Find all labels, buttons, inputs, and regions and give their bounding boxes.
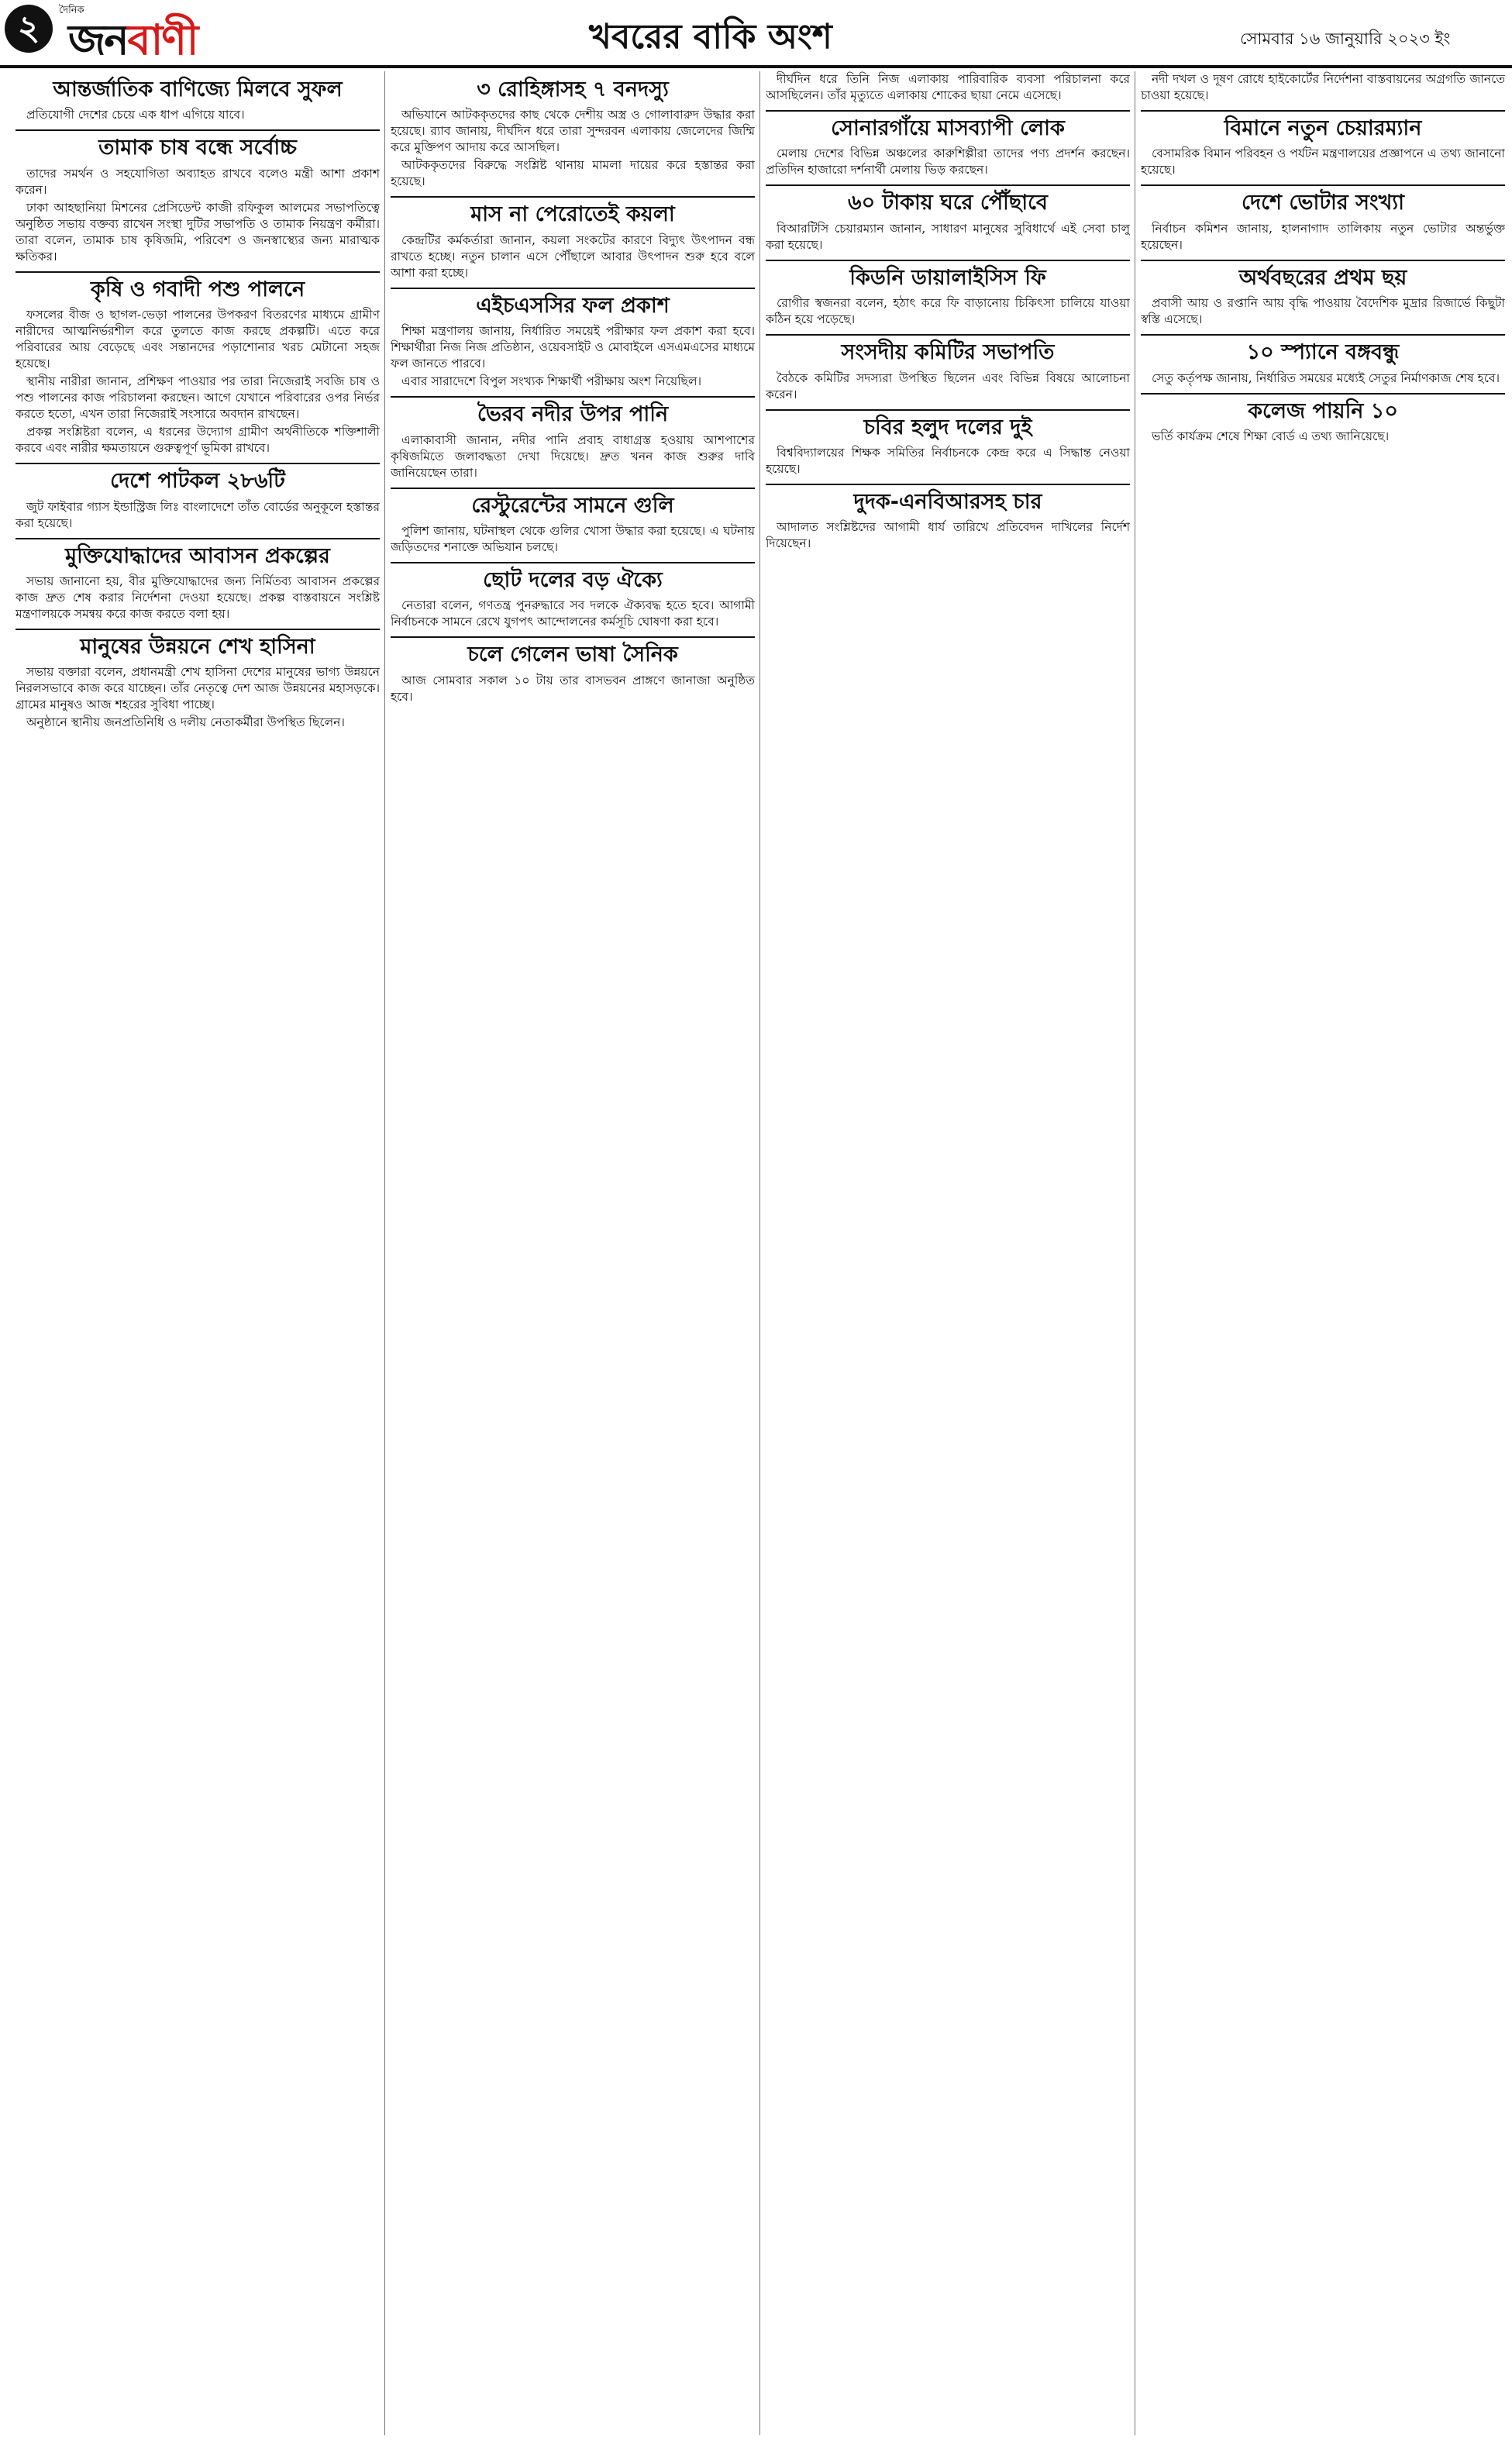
story-paragraph: প্রতিযোগী দেশের চেয়ে এক ধাপ এগিয়ে যাবে। (26, 108, 245, 122)
news-story (766, 184, 1130, 253)
news-story (1141, 260, 1505, 328)
story-headline: দেশে ভোটার সংখ্যা (1141, 184, 1505, 215)
story-headline: অর্থবছরের প্রথম ছয় (1141, 260, 1505, 291)
story-body (15, 499, 380, 532)
story-body (15, 307, 380, 457)
story-body (391, 107, 755, 190)
story-paragraph: কেন্দ্রটির কর্মকর্তারা জানান, কয়লা সংকটের কারণে বিদ্যুৎ উৎপাদন বন্ধ রাখতে হচ্ছে। নতুন চালান এসে পৌঁছালে আবার উৎপাদন শুরু হবে বলে আশা করা হচ্ছে। (391, 233, 755, 280)
story-paragraph: পুলিশ জানায়, ঘটনাস্থল থেকে গুলির খোসা উদ্ধার করা হয়েছে। এ ঘটনায় জড়িতদের শনাক্তে অভিযান চলছে। (391, 523, 755, 554)
story-body (1141, 370, 1505, 387)
story-headline: আন্তর্জাতিক বাণিজ্যে মিলবে সুফল (53, 78, 343, 102)
story-body (391, 598, 755, 630)
story-body (15, 107, 380, 123)
story-paragraph: প্রকল্প সংশ্লিষ্টরা বলেন, এ ধরনের উদ্যোগ গ্রামীণ অর্থনীতিকে শক্তিশালী করবে এবং নারীর ক্ষমতায়নে গুরুত্বপূর্ণ ভূমিকা রাখবে। (15, 425, 380, 456)
story-paragraph: সেতু কর্তৃপক্ষ জানায়, নির্ধারিত সময়ের মধ্যেই সেতুর নির্মাণকাজ শেষ হবে। (1152, 370, 1500, 385)
news-story (15, 629, 380, 731)
story-paragraph: বিআরটিসি চেয়ারম্যান জানান, সাধারণ মানুষের সুবিধার্থে এই সেবা চালু করা হয়েছে। (766, 221, 1130, 252)
masthead (0, 0, 1512, 65)
story-headline: চবির হলুদ দলের দুই (766, 409, 1130, 440)
story-paragraph: নির্বাচন কমিশন জানায়, হালনাগাদ তালিকায় নতুন ভোটার অন্তর্ভুক্ত হয়েছেন। (1141, 221, 1505, 252)
story-paragraph: নদী দখল ও দূষণ রোধে হাইকোর্টের নির্দেশনা বাস্তবায়নের অগ্রগতি জানতে চাওয়া হয়েছে। (1141, 72, 1505, 102)
section-title: খবরের বাকি অংশ (589, 17, 832, 57)
story-headline: ১০ স্প্যানে বঙ্গবন্ধু (1141, 334, 1505, 365)
news-story (391, 562, 755, 630)
story-paragraph: নেতারা বলেন, গণতন্ত্র পুনরুদ্ধারে সব দলকে ঐক্যবদ্ধ হতে হবে। আগামী নির্বাচনকে সামনে রেখে যুগপৎ আন্দোলনের কর্মসূচি ঘোষণা করা হবে। (391, 598, 755, 629)
story-body (766, 295, 1130, 328)
story-headline: মাস না পেরোতেই কয়লা (391, 196, 755, 227)
story-headline: তামাক চাষ বন্ধে সর্বোচ্চ (15, 129, 380, 160)
story-body (391, 673, 755, 705)
story-paragraph: বৈঠকে কমিটির সদস্যরা উপস্থিত ছিলেন এবং বিভিন্ন বিষয়ে আলোচনা করেন। (766, 370, 1130, 401)
story-paragraph: সভায় জানানো হয়, বীর মুক্তিযোদ্ধাদের জন্য নির্মিতব্য আবাসন প্রকল্পের কাজ দ্রুত শেষ করার নির্দেশনা দেওয়া হয়েছে। প্রকল্প বাস্তবায়নে সংশ্লিষ্ট মন্ত্রণালয়কে সমন্বয় করে কাজ করতে বলা হয়। (15, 574, 380, 621)
story-body (391, 323, 755, 390)
story-paragraph: আজ সোমবার সকাল ১০ টায় তার বাসভবন প্রাঙ্গণে জানাজা অনুষ্ঠিত হবে। (391, 673, 755, 704)
story-headline: ছোট দলের বড় ঐক্যে (391, 562, 755, 593)
news-story (1141, 71, 1505, 104)
story-headline: ৩ রোহিঙ্গাসহ ৭ বনদস্যু (477, 78, 669, 102)
news-story (1141, 393, 1505, 445)
news-story (15, 463, 380, 531)
story-headline: কৃষি ও গবাদী পশু পালনে (15, 271, 380, 302)
news-story (1141, 110, 1505, 178)
story-paragraph: জুট ফাইবার গ্যাস ইন্ডাস্ট্রিজ লিঃ বাংলাদেশে তাঁত বোর্ডের অনুকূলে হস্তান্তর করা হয়েছে। (15, 499, 380, 530)
news-story (15, 129, 380, 264)
story-paragraph: দীর্ঘদিন ধরে তিনি নিজ এলাকায় পারিবারিক ব্যবসা পরিচালনা করে আসছিলেন। তাঁর মৃত্যুতে এলাকায় শোকের ছায়া নেমে এসেছে। (766, 72, 1130, 102)
story-body (766, 445, 1130, 477)
story-paragraph: মেলায় দেশের বিভিন্ন অঞ্চলের কারুশিল্পীরা তাদের পণ্য প্রদর্শন করছেন। প্রতিদিন হাজারো দর্শনার্থী মেলায় ভিড় করছেন। (766, 146, 1130, 177)
story-headline: এইচএসসির ফল প্রকাশ (391, 288, 755, 319)
story-paragraph: রোগীর স্বজনরা বলেন, হঠাৎ করে ফি বাড়ানোয় চিকিৎসা চালিয়ে যাওয়া কঠিন হয়ে পড়েছে। (766, 296, 1130, 327)
story-body (15, 574, 380, 622)
story-paragraph: সভায় বক্তারা বলেন, প্রধানমন্ত্রী শেখ হাসিনা দেশের মানুষের ভাগ্য উন্নয়নে নিরলসভাবে কাজ করে যাচ্ছেন। তাঁর নেতৃত্বে দেশ আজ উন্নয়নের মহাসড়কে। গ্রামের মানুষও আজ শহরের সুবিধা পাচ্ছে। (15, 665, 380, 712)
story-body (766, 146, 1130, 178)
news-story (15, 271, 380, 457)
column-4 (1141, 71, 1505, 2435)
column-1 (15, 71, 380, 2435)
news-story (15, 538, 380, 622)
story-body (391, 523, 755, 556)
news-story (391, 196, 755, 281)
story-headline: রেস্টুরেন্টের সামনে গুলি (391, 488, 755, 519)
story-body (1141, 71, 1505, 104)
story-paragraph: তাদের সমর্থন ও সহযোগিতা অব্যাহত রাখবে বলেও মন্ত্রী আশা প্রকাশ করেন। (15, 166, 380, 197)
story-paragraph: বিশ্ববিদ্যালয়ের শিক্ষক সমিতির নির্বাচনকে কেন্দ্র করে এ সিদ্ধান্ত নেওয়া হয়েছে। (766, 445, 1130, 476)
story-headline: মানুষের উন্নয়নে শেখ হাসিনা (15, 629, 380, 660)
story-paragraph: এলাকাবাসী জানান, নদীর পানি প্রবাহ বাধাগ্রস্ত হওয়ায় আশপাশের কৃষিজমিতে জলাবদ্ধতা দেখা দিয়েছে। দ্রুত খনন কাজ শুরুর দাবি জানিয়েছেন তারা। (391, 432, 755, 480)
story-body (15, 166, 380, 265)
story-paragraph: এবার সারাদেশে বিপুল সংখ্যক শিক্ষার্থী পরীক্ষায় অংশ নিয়েছিল। (401, 374, 702, 389)
story-body (391, 432, 755, 481)
story-paragraph: অভিযানে আটককৃতদের কাছ থেকে দেশীয় অস্ত্র ও গোলাবারুদ উদ্ধার করা হয়েছে। র‍্যাব জানায়, দীর্ঘদিন ধরে তারা সুন্দরবন এলাকায় জেলেদের জিম্মি করে মুক্তিপণ আদায় করে আসছিল। (391, 108, 755, 155)
story-headline: সংসদীয় কমিটির সভাপতি (766, 334, 1130, 365)
story-headline: সোনারগাঁয়ে মাসব্যাপী লোক (766, 110, 1130, 141)
column-3 (766, 71, 1130, 2435)
column-divider (759, 71, 760, 2435)
story-body (1141, 221, 1505, 253)
story-body (15, 664, 380, 731)
column-divider (384, 71, 385, 2435)
story-paragraph: স্থানীয় নারীরা জানান, প্রশিক্ষণ পাওয়ার পর তারা নিজেরাই সবজি চাষ ও পশু পালনের কাজ পরিচালনা করছেন। আগে যেখানে পরিবারের ওপর নির্ভর করতে হতো, এখন তারা নিজেরাই সংসারে অবদান রাখছেন। (15, 374, 380, 422)
logo-small: দৈনিক (59, 5, 84, 16)
story-paragraph: ভর্তি কার্যক্রম শেষে শিক্ষা বোর্ড এ তথ্য জানিয়েছে। (1152, 429, 1390, 443)
logo-part-2: বাণী (127, 16, 198, 64)
story-paragraph: আদালত সংশ্লিষ্টদের আগামী ধার্য তারিখে প্রতিবেদন দাখিলের নির্দেশ দিয়েছেন। (766, 520, 1130, 551)
story-paragraph: ফসলের বীজ ও ছাগল-ভেড়া পালনের উপকরণ বিতরণের মাধ্যমে গ্রামীণ নারীদের আত্মনির্ভরশীল করে তুলতে কাজ করছে প্রকল্পটি। এতে করে পরিবারের আয় বেড়েছে এবং সন্তানদের পড়াশোনার খরচ মেটানো সহজ হয়েছে। (15, 308, 380, 371)
logo-part-1: জন (68, 16, 128, 64)
story-headline: মুক্তিযোদ্ধাদের আবাসন প্রকল্পের (15, 538, 380, 569)
news-story (766, 110, 1130, 178)
news-story (391, 78, 755, 190)
page-number: ২ (5, 5, 53, 53)
news-story (391, 636, 755, 705)
news-story (766, 484, 1130, 552)
story-headline: বিমানে নতুন চেয়ারম্যান (1141, 110, 1505, 141)
story-headline: চলে গেলেন ভাষা সৈনিক (391, 636, 755, 667)
story-headline: কলেজ পায়নি ১০ (1141, 393, 1505, 424)
news-story (391, 396, 755, 481)
story-body (1141, 295, 1505, 328)
story-body (391, 233, 755, 281)
news-story (15, 78, 380, 123)
story-headline: দেশে পাটকল ২৮৬টি (15, 463, 380, 494)
news-story (391, 288, 755, 390)
story-paragraph: অনুষ্ঠানে স্থানীয় জনপ্রতিনিধি ও দলীয় নেতাকর্মীরা উপস্থিত ছিলেন। (26, 715, 345, 730)
story-body (766, 221, 1130, 253)
story-headline: কিডনি ডায়ালাইসিস ফি (766, 260, 1130, 291)
news-story (391, 488, 755, 556)
issue-date: সোমবার ১৬ জানুয়ারি ২০২৩ ইং (1240, 29, 1451, 48)
masthead-rule (0, 65, 1512, 68)
story-paragraph: ঢাকা আহছানিয়া মিশনের প্রেসিডেন্ট কাজী রফিকুল আলমের সভাপতিত্বে অনুষ্ঠিত সভায় বক্তব্য রাখেন সংস্থা দুটির সভাপতি ও তামাক নিয়ন্ত্রণ কর্মীরা। তারা বলেন, তামাক চাষ কৃষিজমি, পরিবেশ ও জনস্বাস্থ্যের জন্য মারাত্মক ক্ষতিকর। (15, 200, 380, 264)
news-story (1141, 334, 1505, 386)
story-headline: ভৈরব নদীর উপর পানি (391, 396, 755, 427)
story-headline: ৬০ টাকায় ঘরে পৌঁছাবে (766, 184, 1130, 215)
logo (59, 3, 198, 64)
story-body (1141, 429, 1505, 445)
story-body (766, 71, 1130, 104)
story-body (766, 370, 1130, 403)
story-body (766, 519, 1130, 552)
story-headline: দুদক-এনবিআরসহ চার (766, 484, 1130, 515)
story-paragraph: আটককৃতদের বিরুদ্ধে সংশ্লিষ্ট থানায় মামলা দায়ের করে হস্তান্তর করা হয়েছে। (391, 158, 755, 189)
story-body (1141, 146, 1505, 178)
story-paragraph: বেসামরিক বিমান পরিবহন ও পর্যটন মন্ত্রণালয়ের প্রজ্ঞাপনে এ তথ্য জানানো হয়েছে। (1141, 146, 1505, 177)
news-story (766, 409, 1130, 477)
column-2 (391, 71, 755, 2435)
news-story (1141, 184, 1505, 253)
story-paragraph: প্রবাসী আয় ও রপ্তানি আয় বৃদ্ধি পাওয়ায় বৈদেশিক মুদ্রার রিজার্ভে কিছুটা স্বস্তি এসেছে। (1141, 296, 1505, 327)
story-paragraph: শিক্ষা মন্ত্রণালয় জানায়, নির্ধারিত সময়েই পরীক্ষার ফল প্রকাশ করা হবে। শিক্ষার্থীরা নিজ নিজ প্রতিষ্ঠান, ওয়েবসাইট ও মোবাইলে এসএমএসের মাধ্যমে ফল জানতে পারবে। (391, 324, 755, 371)
news-story (766, 71, 1130, 104)
news-story (766, 334, 1130, 402)
news-story (766, 260, 1130, 328)
